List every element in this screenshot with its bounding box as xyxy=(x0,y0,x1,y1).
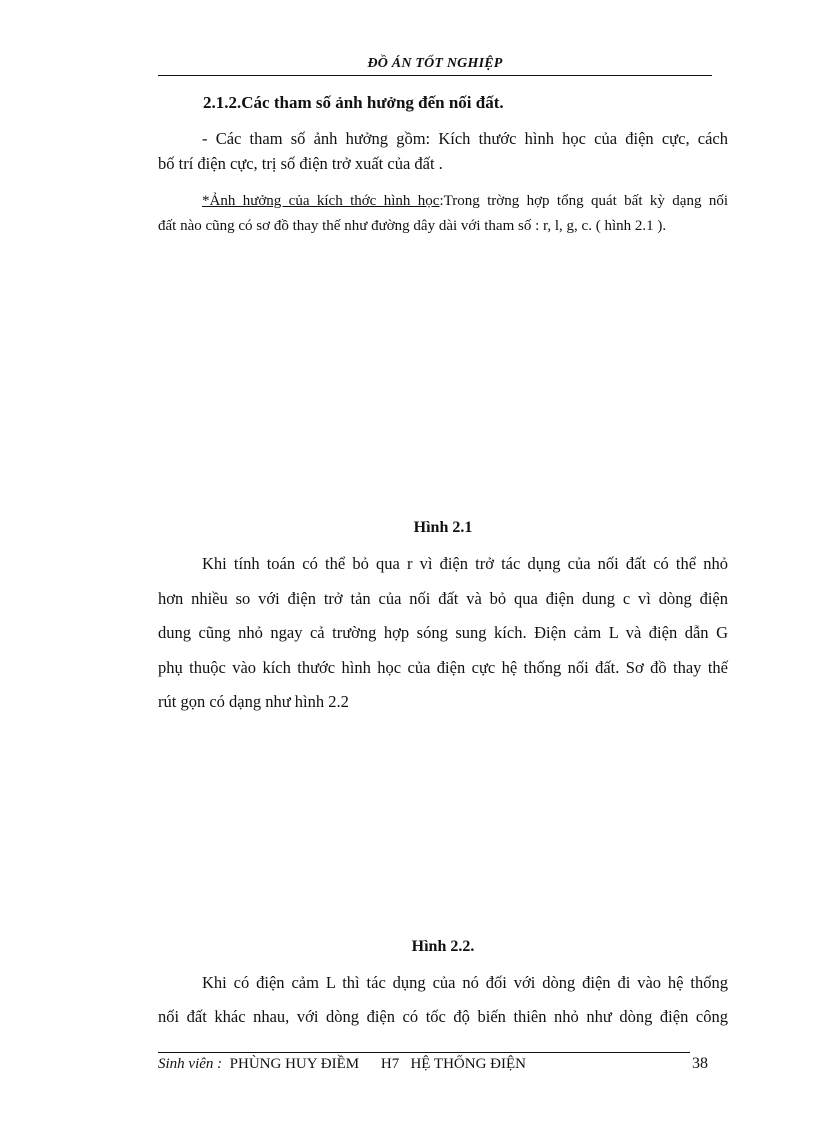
page-number: 38 xyxy=(692,1055,708,1072)
paragraph-line: phụ thuộc vào kích thước hình học của điện cực hệ thống nối đất. Sơ đồ thay thế xyxy=(158,657,728,677)
underlined-subheading: *Ảnh hưởng của kích thớc hình học xyxy=(202,193,440,209)
paragraph-line: Khi tính toán có thể bỏ qua r vì điện trở tác dụng của nối đất có thể nhỏ xyxy=(202,554,728,573)
paragraph-inductance xyxy=(158,966,728,1034)
paragraph-line: rút gọn có dạng như hình 2.2 xyxy=(158,692,349,711)
section-heading: 2.1.2.Các tham số ảnh hưởng đến nối đất. xyxy=(203,93,504,112)
paragraph-line: bố trí điện cực, trị số điện trở xuất của đất . xyxy=(158,154,443,173)
paragraph-line: dung cũng nhỏ ngay cả trường hợp sóng sung kích. Điện cảm L và điện dẫn G xyxy=(158,623,728,642)
paragraph-geometry-effect xyxy=(158,189,728,239)
paragraph-line: Khi có điện cảm L thì tác dụng của nó đối với dòng điện đi vào hệ thống xyxy=(202,973,728,992)
department: HỆ THỐNG ĐIỆN xyxy=(410,1056,526,1072)
figure-caption-2-1: Hình 2.1 xyxy=(413,519,473,536)
footer-label: Sinh viên : xyxy=(158,1056,223,1072)
paragraph-line: hơn nhiều so với điện trở tản của nối đất và bỏ qua điện dung c vì dòng điện xyxy=(158,588,728,608)
paragraph-text: :Trong trờng hợp tổng quát bất kỳ dạng nối xyxy=(439,193,728,209)
paragraph-line: nối đất khác nhau, với dòng điện có tốc độ biến thiên nhỏ như dòng điện công xyxy=(158,1007,728,1026)
paragraph-line: - Các tham số ảnh hưởng gồm: Kích thước hình học của điện cực, cách xyxy=(202,129,728,148)
paragraph-simplification xyxy=(158,547,728,720)
paragraph-line xyxy=(158,189,728,214)
footer-divider xyxy=(158,1052,690,1053)
header-title: ĐỒ ÁN TỐT NGHIỆP xyxy=(367,56,503,71)
figure-caption-2-2: Hình 2.2. xyxy=(411,938,475,955)
footer xyxy=(158,1056,526,1073)
student-name: PHÙNG HUY ĐIỀM xyxy=(229,1056,360,1072)
paragraph-parameters xyxy=(158,126,728,176)
header-divider xyxy=(158,75,712,76)
student-class: H7 xyxy=(380,1056,400,1072)
paragraph-line: đất nào cũng có sơ đồ thay thế như đường dây dài với tham số : r, l, g, c. ( hình 2.1 ). xyxy=(158,218,667,234)
